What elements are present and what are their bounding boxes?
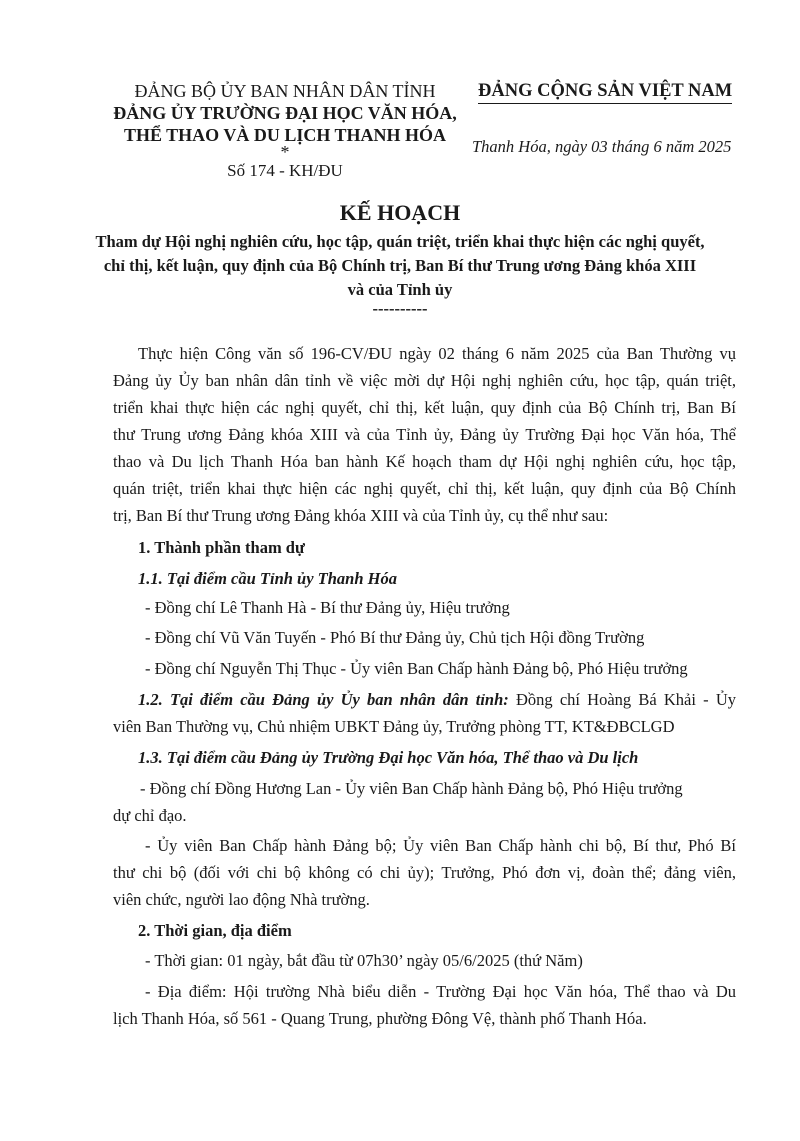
section1-1-heading: 1.1. Tại điểm cầu Tỉnh ủy Thanh Hóa — [138, 569, 397, 588]
section1-2-text: Đồng chí Hoàng Bá Khải - Ủy — [508, 690, 736, 709]
place-date: Thanh Hóa, ngày 03 tháng 6 năm 2025 — [472, 137, 732, 156]
organization-parent: ĐẢNG BỘ ỦY BAN NHÂN DÂN TỈNH — [134, 81, 436, 101]
section1-2-paragraph-line1 — [138, 686, 736, 713]
section2-place-line1: - Địa điểm: Hội trường Nhà biểu diễn - Trường Đại học Văn hóa, Thể thao và Du — [145, 982, 736, 1001]
item-line: - Ủy viên Ban Chấp hành Đảng bộ; Ủy viên Ban Chấp hành chi bộ, Bí thư, Phó Bí — [145, 836, 736, 855]
document-title: KẾ HOẠCH — [339, 200, 461, 225]
organization-name-line2: THỂ THAO VÀ DU LỊCH THANH HÓA — [123, 125, 447, 145]
intro-line: Thực hiện Công văn số 196-CV/ĐU ngày 02 tháng 6 năm 2025 của Ban Thường vụ — [138, 344, 736, 363]
party-title: ĐẢNG CỘNG SẢN VIỆT NAM — [478, 80, 732, 104]
item-line: viên chức, người lao động Nhà trường. — [113, 890, 370, 909]
document-number: Số 174 - KH/ĐU — [227, 161, 343, 180]
subtitle-line: và của Tỉnh ủy — [347, 280, 453, 299]
section1-heading: 1. Thành phần tham dự — [138, 538, 305, 557]
intro-line: trị, Ban Bí thư Trung ương Đảng khóa XIII và của Tỉnh ủy, cụ thể như sau: — [113, 506, 609, 525]
title-divider: ---------- — [372, 299, 428, 318]
section1-2-paragraph-line2: viên Ban Thường vụ, Chủ nhiệm UBKT Đảng ủy, Trưởng phòng TT, KT&ĐBCLGD — [113, 717, 675, 736]
intro-paragraph — [113, 340, 736, 529]
item-line: thư chi bộ (đối với chi bộ không có chi ủy); Trưởng, Phó đơn vị, đoàn thể; đảng viên, — [113, 863, 736, 882]
document-subtitle — [0, 230, 800, 316]
section1-3-item1-line2: dự chỉ đạo. — [113, 806, 187, 825]
section1-2-heading: 1.2. Tại điểm cầu Đảng ủy Ủy ban nhân dân tỉnh: — [138, 690, 509, 709]
header-star: * — [280, 142, 290, 162]
participant-item: - Đồng chí Nguyễn Thị Thục - Ủy viên Ban Chấp hành Đảng bộ, Phó Hiệu trưởng — [145, 659, 688, 678]
section2-time: - Thời gian: 01 ngày, bắt đầu từ 07h30’ ngày 05/6/2025 (thứ Năm) — [145, 951, 583, 970]
organization-name-line1: ĐẢNG ỦY TRƯỜNG ĐẠI HỌC VĂN HÓA, — [113, 103, 457, 123]
section1-3-heading: 1.3. Tại điểm cầu Đảng ủy Trường Đại học Văn hóa, Thể thao và Du lịch — [138, 748, 639, 767]
section1-3-item1-line1: - Đồng chí Đồng Hương Lan - Ủy viên Ban Chấp hành Đảng bộ, Phó Hiệu trưởng — [140, 779, 683, 798]
section2-heading: 2. Thời gian, địa điểm — [138, 921, 292, 940]
intro-line: Đảng ủy Ủy ban nhân dân tỉnh về việc mời dự Hội nghị nghiên cứu, học tập, quán triệt, — [113, 371, 736, 390]
participant-item: - Đồng chí Vũ Văn Tuyến - Phó Bí thư Đảng ủy, Chủ tịch Hội đồng Trường — [145, 628, 645, 647]
subtitle-line: chỉ thị, kết luận, quy định của Bộ Chính trị, Ban Bí thư Trung ương Đảng khóa XIII — [103, 256, 697, 275]
subtitle-line: Tham dự Hội nghị nghiên cứu, học tập, quán triệt, triển khai thực hiện các nghị quyết, — [95, 232, 705, 251]
intro-line: quán triệt, triển khai thực hiện các nghị quyết, chỉ thị, kết luận, quy định của Bộ Chính — [113, 479, 736, 498]
header-left-block — [100, 80, 470, 182]
participant-item: - Đồng chí Lê Thanh Hà - Bí thư Đảng ủy, Hiệu trưởng — [145, 598, 510, 617]
intro-line: thao và Du lịch Thanh Hóa ban hành Kế hoạch tham dự Hội nghị nghiên cứu, học tập, — [113, 452, 736, 471]
intro-line: triển khai thực hiện các nghị quyết, chỉ thị, kết luận, quy định của Bộ Chính trị, Ban Bí — [113, 398, 736, 417]
section1-3-item2 — [113, 832, 736, 913]
intro-line: thư Trung ương Đảng khóa XIII và của Tỉnh ủy, Đảng ủy Trường Đại học Văn hóa, Thể — [113, 425, 736, 444]
section2-place-line2: lịch Thanh Hóa, số 561 - Quang Trung, phường Đông Vệ, thành phố Thanh Hóa. — [113, 1009, 647, 1028]
